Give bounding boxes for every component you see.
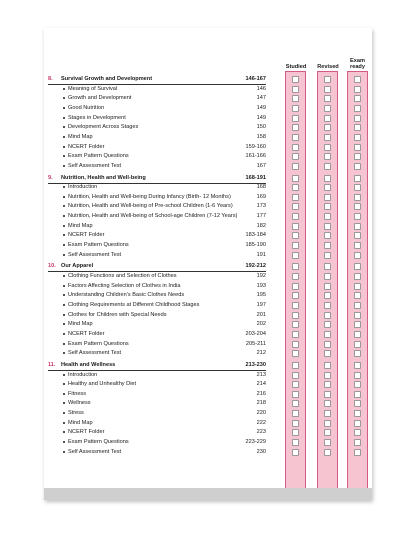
exam-ready-checkbox[interactable]	[354, 144, 361, 151]
bullet-icon	[63, 244, 65, 246]
item-title: Self Assessment Test	[68, 448, 122, 455]
bullet-icon	[63, 343, 65, 345]
list-item	[48, 349, 266, 358]
item-pages: 167	[256, 162, 266, 169]
revised-checkbox[interactable]	[324, 76, 331, 83]
studied-checkbox[interactable]	[292, 439, 299, 446]
list-item	[48, 272, 266, 281]
list-item	[48, 123, 266, 132]
studied-checkbox[interactable]	[292, 95, 299, 102]
studied-checkbox[interactable]	[292, 223, 299, 230]
list-item	[48, 133, 266, 142]
item-pages: 223-229	[245, 439, 266, 446]
item-title: Exam Pattern Questions	[68, 439, 129, 446]
exam-ready-checkbox[interactable]	[354, 95, 361, 102]
revised-checkbox[interactable]	[324, 95, 331, 102]
item-pages: 147	[256, 95, 266, 102]
list-item	[48, 320, 266, 329]
item-pages: 146	[256, 85, 266, 92]
revised-checkbox[interactable]	[324, 410, 331, 417]
revised-checkbox[interactable]	[324, 242, 331, 249]
studied-checkbox[interactable]	[292, 134, 299, 141]
exam-ready-checkbox[interactable]	[354, 213, 361, 220]
revised-checkbox[interactable]	[324, 321, 331, 328]
bullet-icon	[63, 431, 65, 433]
item-pages: 150	[256, 124, 266, 131]
bullet-icon	[63, 285, 65, 287]
studied-checkbox[interactable]	[292, 232, 299, 239]
studied-checkbox[interactable]	[292, 312, 299, 319]
section-pages: 192-212	[245, 263, 266, 270]
studied-checkbox[interactable]	[292, 242, 299, 249]
list-item	[48, 114, 266, 123]
revised-checkbox[interactable]	[324, 292, 331, 299]
item-pages: 191	[256, 251, 266, 258]
list-item	[48, 438, 266, 447]
studied-checkbox[interactable]	[292, 105, 299, 112]
revised-checkbox[interactable]	[324, 194, 331, 201]
list-item	[48, 291, 266, 300]
item-pages: 159-160	[245, 143, 266, 150]
toc-page	[44, 28, 372, 500]
list-item	[48, 330, 266, 339]
revised-checkbox[interactable]	[324, 391, 331, 398]
item-pages: 161-166	[245, 153, 266, 160]
exam-ready-checkbox[interactable]	[354, 362, 361, 369]
studied-checkbox[interactable]	[292, 391, 299, 398]
list-item	[48, 143, 266, 152]
item-title: Nutrition, Health and Well-being During Infancy (Birth- 12 Months)	[68, 193, 231, 200]
item-pages: 185-190	[245, 242, 266, 249]
item-title: NCERT Folder	[68, 330, 105, 337]
list-item	[48, 94, 266, 103]
item-title: Exam Pattern Questions	[68, 242, 129, 249]
item-pages: 214	[256, 381, 266, 388]
studied-checkbox[interactable]	[292, 163, 299, 170]
list-item	[48, 390, 266, 399]
bullet-icon	[63, 412, 65, 414]
section-number: 8.	[48, 76, 53, 82]
item-pages: 195	[256, 292, 266, 299]
page-bottom-bar	[44, 488, 372, 500]
studied-checkbox[interactable]	[292, 203, 299, 210]
section-pages: 213-230	[245, 361, 266, 368]
studied-checkbox[interactable]	[292, 429, 299, 436]
studied-checkbox[interactable]	[292, 175, 299, 182]
item-title: Clothing Functions and Selection of Clothes	[68, 273, 177, 279]
item-pages: 158	[256, 133, 266, 140]
studied-checkbox[interactable]	[292, 213, 299, 220]
exam-ready-checkbox[interactable]	[354, 263, 361, 270]
bullet-icon	[63, 393, 65, 395]
item-title: Mind Map	[68, 419, 93, 426]
bullet-icon	[63, 165, 65, 167]
bullet-icon	[63, 275, 65, 277]
item-pages: 213	[256, 371, 266, 378]
studied-checkbox[interactable]	[292, 362, 299, 369]
bullet-icon	[63, 441, 65, 443]
studied-checkbox[interactable]	[292, 76, 299, 83]
list-item	[48, 340, 266, 349]
section-title: Survival Growth and Development	[61, 76, 153, 82]
revised-checkbox[interactable]	[324, 312, 331, 319]
list-item	[48, 282, 266, 291]
item-pages: 177	[256, 213, 266, 220]
exam-ready-checkbox[interactable]	[354, 321, 361, 328]
bullet-icon	[63, 146, 65, 148]
exam-ready-checkbox[interactable]	[354, 429, 361, 436]
revised-checkbox[interactable]	[324, 400, 331, 407]
bullet-icon	[63, 225, 65, 227]
section-number: 11.	[48, 361, 56, 368]
studied-checkbox[interactable]	[292, 302, 299, 309]
exam-ready-checkbox[interactable]	[354, 184, 361, 191]
studied-checkbox[interactable]	[292, 194, 299, 201]
bullet-icon	[63, 126, 65, 128]
item-title: Stages in Development	[68, 114, 126, 121]
exam-ready-checkbox[interactable]	[354, 381, 361, 388]
item-title: Growth and Development	[68, 95, 132, 102]
studied-checkbox[interactable]	[292, 449, 299, 456]
bullet-icon	[63, 422, 65, 424]
list-item	[48, 104, 266, 113]
section-number: 9.	[48, 174, 53, 181]
section-title: Our Apparel	[61, 263, 94, 270]
item-pages: 202	[256, 321, 266, 328]
studied-checkbox[interactable]	[292, 144, 299, 151]
bullet-icon	[63, 352, 65, 354]
bullet-icon	[63, 402, 65, 404]
section-heading	[48, 75, 266, 84]
revised-checkbox[interactable]	[324, 350, 331, 357]
exam-ready-column-header: Exam ready	[350, 58, 365, 70]
bullet-icon	[63, 234, 65, 236]
item-pages: 230	[256, 448, 266, 455]
item-title: Understanding Children's Basic Clothes Needs	[68, 292, 185, 299]
revised-checkbox[interactable]	[324, 283, 331, 290]
item-title: Self Assessment Test	[68, 251, 122, 258]
section-heading	[48, 361, 266, 370]
bullet-icon	[63, 117, 65, 119]
item-title: Self Assessment Test	[68, 350, 122, 357]
exam-ready-checkbox[interactable]	[354, 449, 361, 456]
item-title: Good Nutrition	[68, 104, 105, 111]
studied-checkbox[interactable]	[292, 124, 299, 131]
list-item	[48, 419, 266, 428]
exam-ready-checkbox[interactable]	[354, 391, 361, 398]
bullet-icon	[63, 383, 65, 385]
studied-checkbox[interactable]	[292, 252, 299, 259]
item-pages: 168	[256, 184, 266, 191]
revised-checkbox[interactable]	[324, 86, 331, 93]
list-item	[48, 183, 266, 192]
item-title: Self Assessment Test	[68, 162, 122, 169]
exam-ready-checkbox[interactable]	[354, 350, 361, 357]
revised-checkbox[interactable]	[324, 163, 331, 170]
item-pages: 222	[256, 419, 266, 426]
item-title: Healthy and Unhealthy Diet	[68, 381, 137, 388]
list-item	[48, 428, 266, 437]
item-title: Mind Map	[68, 222, 93, 229]
studied-checkbox[interactable]	[292, 153, 299, 160]
studied-checkbox[interactable]	[292, 341, 299, 348]
exam-ready-checkbox[interactable]	[354, 194, 361, 201]
studied-checkbox[interactable]	[292, 283, 299, 290]
item-title: Mind Map	[68, 133, 93, 140]
bullet-icon	[63, 205, 65, 207]
list-item	[48, 85, 266, 94]
list-item	[48, 380, 266, 389]
revised-checkbox[interactable]	[324, 331, 331, 338]
item-title: Fitness	[68, 390, 87, 397]
studied-checkbox[interactable]	[292, 400, 299, 407]
exam-ready-checkbox[interactable]	[354, 242, 361, 249]
bullet-icon	[63, 186, 65, 188]
item-title: NCERT Folder	[68, 143, 105, 150]
exam-ready-checkbox[interactable]	[354, 203, 361, 210]
revised-checkbox[interactable]	[324, 263, 331, 270]
item-pages: 149	[256, 104, 266, 111]
list-item	[48, 222, 266, 231]
list-item	[48, 162, 266, 171]
exam-ready-checkbox[interactable]	[354, 410, 361, 417]
exam-ready-checkbox[interactable]	[354, 153, 361, 160]
list-item	[48, 371, 266, 380]
item-pages: 201	[256, 311, 266, 318]
revised-checkbox[interactable]	[324, 449, 331, 456]
bullet-icon	[63, 333, 65, 335]
studied-column-header: Studied	[285, 64, 307, 70]
bullet-icon	[63, 451, 65, 453]
revised-checkbox[interactable]	[324, 341, 331, 348]
item-pages: 173	[256, 203, 266, 210]
exam-ready-checkbox[interactable]	[354, 372, 361, 379]
item-pages: 169	[256, 193, 266, 200]
exam-ready-checkbox[interactable]	[354, 86, 361, 93]
bullet-icon	[63, 323, 65, 325]
item-title: Stress	[68, 410, 84, 417]
exam-ready-checkbox[interactable]	[354, 163, 361, 170]
revised-checkbox[interactable]	[324, 105, 331, 112]
revised-checkbox[interactable]	[324, 372, 331, 379]
exam-ready-checkbox[interactable]	[354, 292, 361, 299]
revised-checkbox[interactable]	[324, 362, 331, 369]
bullet-icon	[63, 304, 65, 306]
item-pages: 220	[256, 410, 266, 417]
exam-ready-checkbox[interactable]	[354, 341, 361, 348]
revised-checkbox[interactable]	[324, 213, 331, 220]
exam-ready-checkbox[interactable]	[354, 283, 361, 290]
item-title: Mind Map	[68, 321, 93, 328]
item-title: Introduction	[68, 371, 98, 378]
item-title: Factors Affecting Selection of Clothes in India	[68, 282, 181, 289]
list-item	[48, 311, 266, 320]
item-pages: 216	[256, 390, 266, 397]
section-title: Health and Wellness	[61, 361, 116, 368]
item-pages: 203-204	[245, 330, 266, 337]
item-pages: 182	[256, 222, 266, 229]
list-item	[48, 448, 266, 457]
studied-checkbox[interactable]	[292, 86, 299, 93]
exam-ready-checkbox[interactable]	[354, 252, 361, 259]
bullet-icon	[63, 196, 65, 198]
studied-checkbox[interactable]	[292, 331, 299, 338]
list-item	[48, 202, 266, 211]
item-pages: 197	[256, 301, 266, 308]
studied-checkbox[interactable]	[292, 263, 299, 270]
exam-ready-checkbox[interactable]	[354, 331, 361, 338]
studied-checkbox[interactable]	[292, 321, 299, 328]
exam-ready-checkbox[interactable]	[354, 115, 361, 122]
studied-checkbox[interactable]	[292, 381, 299, 388]
item-title: Nutrition, Health and Well-being of School-age Children (7-12 Years)	[68, 213, 238, 220]
exam-ready-checkbox[interactable]	[354, 134, 361, 141]
section-number: 10.	[48, 263, 56, 270]
exam-ready-checkbox[interactable]	[354, 302, 361, 309]
revised-column-header: Revised	[317, 64, 339, 70]
studied-checkbox[interactable]	[292, 350, 299, 357]
item-pages: 212	[256, 350, 266, 357]
studied-checkbox[interactable]	[292, 184, 299, 191]
bullet-icon	[63, 374, 65, 376]
item-pages: 218	[256, 400, 266, 407]
revised-checkbox[interactable]	[324, 381, 331, 388]
section-pages: 168-191	[245, 174, 266, 181]
exam-ready-checkbox[interactable]	[354, 312, 361, 319]
section-title: Nutrition, Health and Well-being	[61, 174, 146, 181]
exam-ready-checkbox[interactable]	[354, 232, 361, 239]
studied-checkbox[interactable]	[292, 273, 299, 280]
exam-ready-checkbox[interactable]	[354, 223, 361, 230]
studied-checkbox[interactable]	[292, 372, 299, 379]
list-item	[48, 409, 266, 418]
bullet-icon	[63, 215, 65, 217]
item-title: NCERT Folder	[68, 429, 105, 436]
bullet-icon	[63, 97, 65, 99]
item-pages: 223	[256, 429, 266, 436]
studied-checkbox[interactable]	[292, 115, 299, 122]
item-pages: 205-211	[245, 340, 266, 347]
bullet-icon	[63, 314, 65, 316]
revised-checkbox[interactable]	[324, 144, 331, 151]
revised-checkbox[interactable]	[324, 429, 331, 436]
item-title: Meaning of Survival	[68, 85, 118, 92]
section-heading	[48, 262, 266, 271]
bullet-icon	[63, 136, 65, 138]
item-pages: 183-184	[245, 232, 266, 239]
list-item	[48, 241, 266, 250]
studied-checkbox[interactable]	[292, 292, 299, 299]
studied-checkbox[interactable]	[292, 420, 299, 427]
item-title: Introduction	[68, 184, 98, 191]
list-item	[48, 231, 266, 240]
list-item	[48, 152, 266, 161]
exam-ready-checkbox[interactable]	[354, 124, 361, 131]
studied-checkbox[interactable]	[292, 410, 299, 417]
exam-ready-checkbox[interactable]	[354, 76, 361, 83]
item-title: Exam Pattern Questions	[68, 153, 129, 160]
revised-checkbox[interactable]	[324, 203, 331, 210]
bullet-icon	[63, 107, 65, 109]
item-pages: 193	[256, 282, 266, 289]
item-title: Nutrition, Health and Well-being of Pre-school Children (1-6 Years)	[68, 203, 233, 210]
bullet-icon	[63, 254, 65, 256]
section-pages: 146-167	[245, 76, 266, 82]
exam-ready-checkbox[interactable]	[354, 420, 361, 427]
list-item	[48, 301, 266, 310]
revised-checkbox[interactable]	[324, 153, 331, 160]
list-item	[48, 212, 266, 221]
revised-checkbox[interactable]	[324, 115, 331, 122]
revised-checkbox[interactable]	[324, 124, 331, 131]
revised-checkbox[interactable]	[324, 273, 331, 280]
exam-ready-checkbox[interactable]	[354, 439, 361, 446]
list-item	[48, 251, 266, 260]
exam-ready-checkbox[interactable]	[354, 175, 361, 182]
revised-checkbox[interactable]	[324, 439, 331, 446]
exam-ready-checkbox[interactable]	[354, 273, 361, 280]
revised-checkbox[interactable]	[324, 302, 331, 309]
item-title: Clothes for Children with Special Needs	[68, 311, 167, 318]
exam-ready-checkbox[interactable]	[354, 400, 361, 407]
revised-checkbox[interactable]	[324, 232, 331, 239]
list-item	[48, 193, 266, 202]
bullet-icon	[63, 88, 65, 90]
revised-checkbox[interactable]	[324, 252, 331, 259]
item-pages: 149	[256, 114, 266, 121]
bullet-icon	[63, 155, 65, 157]
item-pages: 192	[256, 273, 266, 279]
revised-checkbox[interactable]	[324, 175, 331, 182]
revised-checkbox[interactable]	[324, 223, 331, 230]
item-title: Clothing Requirements at Different Childhood Stages	[68, 301, 200, 308]
item-title: Development Across Stages	[68, 124, 139, 131]
revised-checkbox[interactable]	[324, 184, 331, 191]
exam-ready-checkbox[interactable]	[354, 105, 361, 112]
revised-checkbox[interactable]	[324, 134, 331, 141]
list-item	[48, 399, 266, 408]
section-heading	[48, 174, 266, 183]
revised-checkbox[interactable]	[324, 420, 331, 427]
item-title: Exam Pattern Questions	[68, 340, 129, 347]
item-title: NCERT Folder	[68, 232, 105, 239]
bullet-icon	[63, 294, 65, 296]
item-title: Wellness	[68, 400, 91, 407]
